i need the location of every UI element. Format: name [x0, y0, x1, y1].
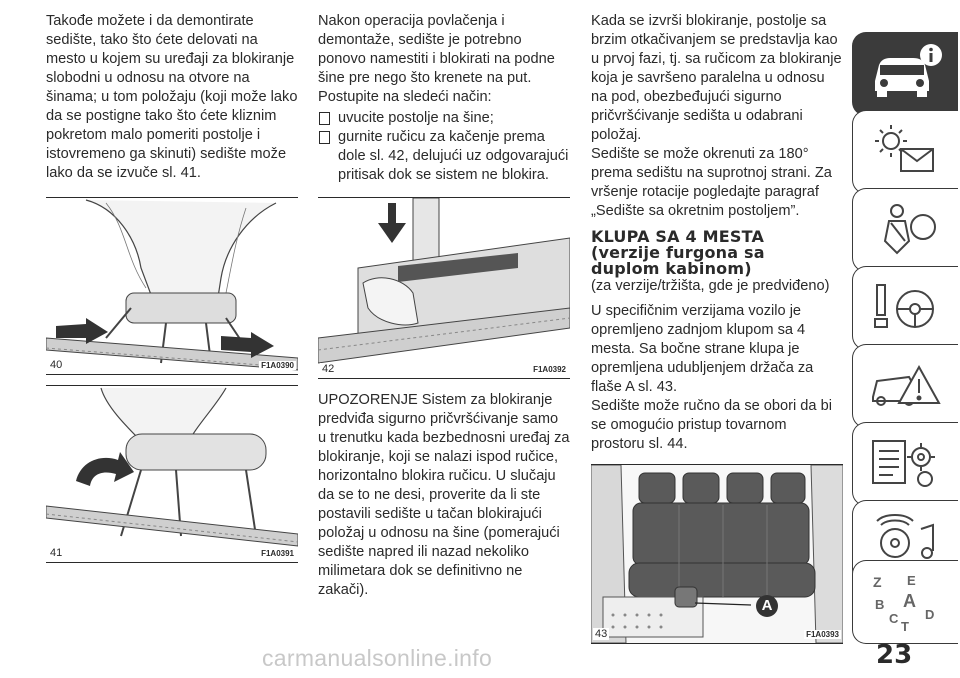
tab-emergency[interactable]	[852, 344, 958, 428]
section-title: KLUPA SA 4 MESTA (verzije furgona sa duplom kabinom)	[591, 227, 765, 278]
tab-steering-wheel[interactable]	[852, 266, 958, 350]
rail-lever-illustration	[318, 198, 570, 378]
figure-number: 43	[595, 628, 608, 640]
warning-text: UPOZORENJE Sistem za blokiranje predviđa sigurno pričvršćivanje samo u trenutku kada bezbednosni uređaj za blokiranje, koji se nalazi ispod ručice, horizontalno blokira ručicu. U slučaju da se to ne desi, proverite da li ste postavili sedište u tačan blokirajući položaj u odnosu na šine (pomerajući sedište napred ili nazad nekoliko milimetara dok se definitivno ne zakači).	[318, 392, 570, 598]
maintenance-icon	[867, 431, 947, 495]
car-emergency-icon	[867, 353, 947, 417]
tab-maintenance[interactable]	[852, 422, 958, 506]
paragraph-rotate: Sedište se može okrenuti za 180° prema sedištu na suprotnoj strani. Za vršenje rotacije pogledajte paragraf „Sedište sa okretnim postoljem”.	[591, 146, 832, 219]
paragraph-lock: Kada se izvrši blokiranje, postolje sa brzim otkačivanjem se predstavlja kao u prvoj fazi, tj. sa ručicom za blokiranje koja je savršeno paralelna u odnosu na pod, obezbeđujući sigurno pričvršćivanje sedišta u odabrani položaj.	[591, 13, 842, 143]
seat-rail-illustration-1	[46, 198, 298, 374]
figure-code: F1A0391	[261, 549, 294, 558]
tab-alphabet-index[interactable]	[852, 560, 958, 644]
index-letter: T	[901, 619, 909, 633]
index-letter: E	[907, 573, 916, 588]
warning-lights-icon	[867, 119, 947, 183]
seat-safety-icon	[867, 197, 947, 261]
figure-code: F1A0392	[533, 365, 566, 374]
bullet-item: gurnite ručicu za kačenje prema dole sl. 42, delujući uz odgovarajući pritisak dok se sistem ne blokira.	[318, 128, 570, 185]
figure-number: 42	[322, 363, 335, 375]
paragraph-fold: Sedište može ručno da se obori da bi se omogućio pristup tovarnom prostoru sl. 44.	[591, 398, 832, 452]
section-subtitle: (za verzije/tržišta, gde je predviđeno)	[591, 278, 830, 294]
figure-41	[46, 385, 298, 563]
page-number: 23	[876, 640, 913, 670]
car-info-icon	[867, 41, 947, 101]
index-letter: Z	[873, 574, 882, 590]
marker-a-badge: A	[756, 595, 778, 617]
figure-42	[318, 197, 570, 379]
watermark: carmanualsonline.info	[262, 645, 493, 671]
bench-seat-illustration	[591, 465, 843, 643]
paragraph-reinstall: Nakon operacija povlačenja i demontaže, sedište je potrebno ponovo namestiti i blokirati na podne šine pre nego što krenete na put. Postupite na sledeći način:	[318, 13, 555, 105]
paragraph-demount: Takođe možete i da demontirate sedište, tako što ćete delovati na mesto u kojem su uređaji za blokiranje slobodni u odnosu na otvore na šinama; u tom položaju (koji može lako da se postigne tako što ćete kliznim pokretom malo pomeriti postolje i istovremeno ga skinuti) sedište može lako da se izvuče sl. 41.	[46, 13, 298, 181]
figure-43	[591, 464, 843, 644]
paragraph-bench: U specifičnim verzijama vozilo je opremljeno zadnjom klupom sa 4 mesta. Sa bočne strane klupa je opremljena udubljenjem držača za flaše A sl. 43.	[591, 303, 814, 395]
figure-code: F1A0390	[261, 361, 294, 370]
bullet-box-icon	[319, 131, 330, 144]
steering-wheel-icon	[867, 275, 947, 339]
index-letter: A	[903, 591, 916, 611]
index-letter: B	[875, 597, 885, 612]
tab-seat-safety[interactable]	[852, 188, 958, 272]
bullet-item: uvucite postolje na šine;	[318, 109, 570, 128]
tab-car-info[interactable]	[852, 32, 958, 116]
figure-40	[46, 197, 298, 375]
column-3	[591, 12, 843, 644]
figure-code: F1A0393	[806, 630, 839, 639]
index-letter: D	[925, 607, 935, 622]
tab-warning-lights[interactable]	[852, 110, 958, 194]
column-2	[318, 12, 570, 600]
chapter-tabs	[852, 0, 960, 678]
figure-number: 40	[50, 359, 63, 371]
seat-rail-illustration-2	[46, 386, 298, 562]
bullet-box-icon	[319, 112, 330, 125]
alphabet-index-icon	[867, 569, 947, 633]
figure-number: 41	[50, 547, 63, 559]
index-letter: C	[889, 611, 899, 626]
column-1	[46, 12, 298, 563]
